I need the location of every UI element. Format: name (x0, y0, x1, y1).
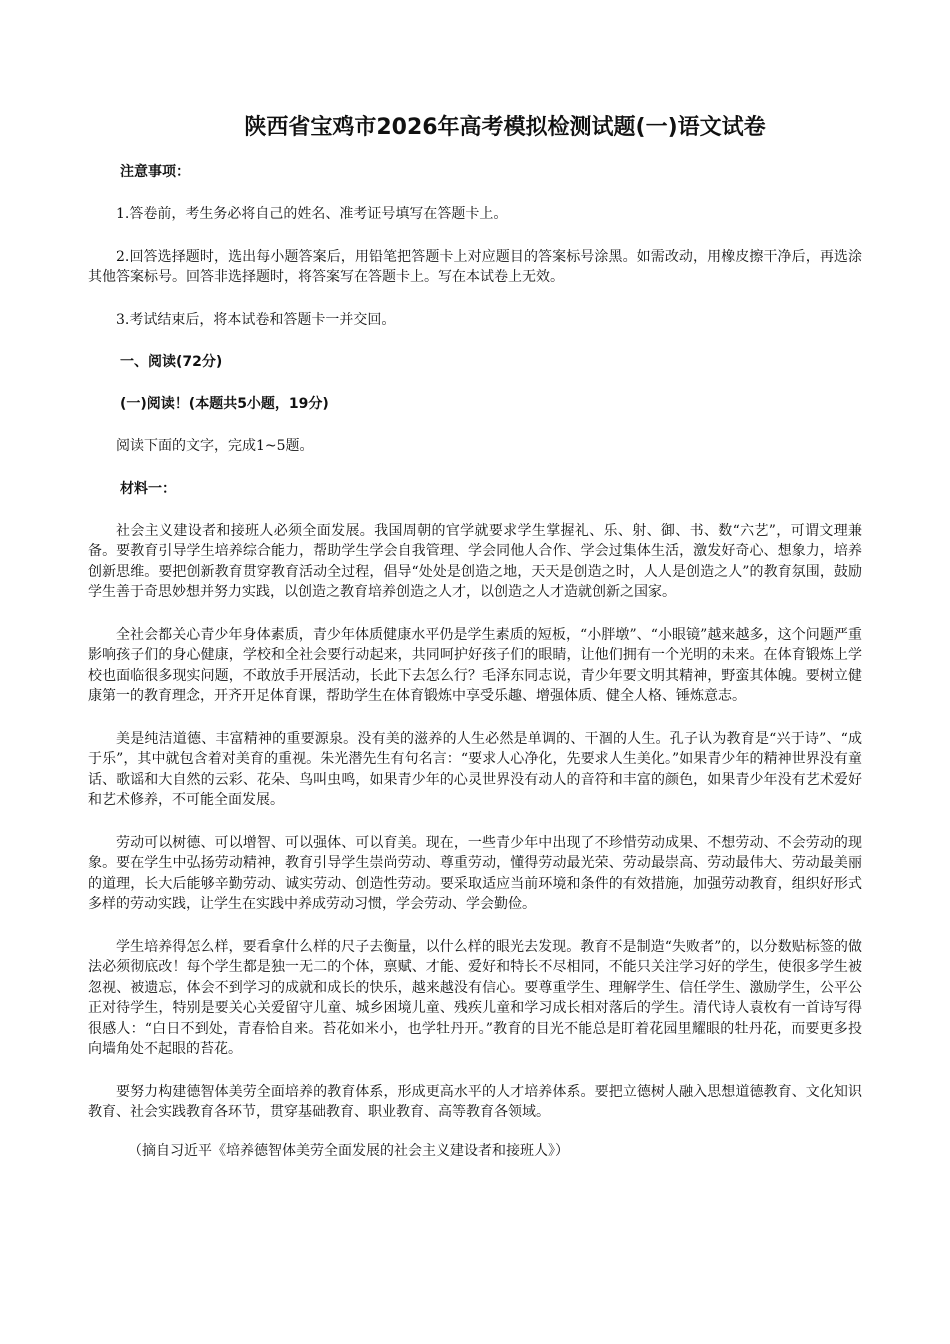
notice-item-3: 3.考试结束后，将本试卷和答题卡一并交回。 (116, 311, 396, 328)
reading-instruction: 阅读下面的文字，完成1~5题。 (116, 438, 314, 454)
notice-item-2: 2.回答选择题时，选出每小题答案后，用铅笔把答题卡上对应题目的答案标号涂黑。如需改动，用橡皮擦干净后，再选涂其他答案标号。回答非选择题时，将答案写在答题卡上。写在本试卷上无效。 (88, 248, 862, 285)
material-paragraph-1: 社会主义建设者和接班人必须全面发展。我国周朝的官学就要求学生掌握礼、乐、射、御、书、数“六艺”，可谓文理兼备。要教育引导学生培养综合能力，帮助学生学会自我管理、学会同他人合作、学会过集体生活，激发好奇心、想象力，培养创新思维。要把创新教育贯穿教育活动全过程，倡导“处处是创造之地，天天是创造之时，人人是创造之人”的教育氛围，鼓励学生善于奇思妙想并努力实践，以创造之教育培养创造之人才，以创造之人才造就创新之国家。 (88, 522, 862, 600)
material-paragraph-6: 要努力构建德智体美劳全面培养的教育体系，形成更高水平的人才培养体系。要把立德树人融入思想道德教育、文化知识教育、社会实践教育各环节，贯穿基础教育、职业教育、高等教育各领域。 (88, 1083, 862, 1120)
material-source: （摘自习近平《培养德智体美劳全面发展的社会主义建设者和接班人》） (128, 1142, 569, 1159)
notice-heading: 注意事项： (120, 164, 190, 180)
section-heading: 一、阅读(72分) (120, 354, 223, 370)
subsection-heading: (一)阅读！(本题共5小题，19分) (120, 396, 329, 412)
page-title: 陕西省宝鸡市2026年高考模拟检测试题(一)语文试卷 (244, 115, 766, 140)
material-paragraph-4: 劳动可以树德、可以增智、可以强体、可以育美。现在，一些青少年中出现了不珍惜劳动成果、不想劳动、不会劳动的现象。要在学生中弘扬劳动精神，教育引导学生崇尚劳动、尊重劳动，懂得劳动最光荣、劳动最崇高、劳动最伟大、劳动最美丽的道理，长大后能够辛勤劳动、诚实劳动、创造性劳动。要采取适应当前环境和条件的有效措施，加强劳动教育，组织好形式多样的劳动实践，让学生在实践中养成劳动习惯，学会劳动、学会勤俭。 (88, 834, 862, 912)
material-paragraph-3: 美是纯洁道德、丰富精神的重要源泉。没有美的滋养的人生必然是单调的、干涸的人生。孔子认为教育是“兴于诗”、“成于乐”，其中就包含着对美育的重视。朱光潜先生有句名言：“要求人心净化，先要求人生美化。”如果青少年的精神世界没有童话、歌谣和大自然的云彩、花朵、鸟叫虫鸣，如果青少年的心灵世界没有动人的音符和丰富的颜色，如果青少年没有艺术爱好和艺术修养，不可能全面发展。 (88, 730, 862, 808)
material-heading: 材料一： (120, 480, 176, 497)
material-paragraph-5: 学生培养得怎么样，要看拿什么样的尺子去衡量，以什么样的眼光去发现。教育不是制造“失败者”的，以分数贴标签的做法必须彻底改！每个学生都是独一无二的个体，禀赋、才能、爱好和特长不尽相同，不能只关注学习好的学生，使很多学生被忽视、被遗忘，体会不到学习的成就和成长的快乐，越来越没有信心。要尊重学生、理解学生、信任学生、激励学生，公平公正对待学生，特别是要关心关爱留守儿童、城乡困境儿童、残疾儿童和学习成长相对落后的学生。清代诗人袁枚有一首诗写得很感人：“白日不到处，青春恰自来。苔花如米小，也学牡丹开。”教育的目光不能总是盯着花园里耀眼的牡丹花，而要更多投向墙角处不起眼的苔花。 (88, 938, 862, 1057)
notice-item-1: 1.答卷前，考生务必将自己的姓名、准考证号填写在答题卡上。 (116, 206, 508, 222)
material-paragraph-2: 全社会都关心青少年身体素质，青少年体质健康水平仍是学生素质的短板，“小胖墩”、“小眼镜”越来越多，这个问题严重影响孩子们的身心健康，学校和全社会要行动起来，共同呵护好孩子们的眼睛，让他们拥有一个光明的未来。在体育锻炼上学校也面临很多现实问题，不敢放手开展活动，长此下去怎么行？毛泽东同志说，青少年要文明其精神，野蛮其体魄。要树立健康第一的教育理念，开齐开足体育课，帮助学生在体育锻炼中享受乐趣、增强体质、健全人格、锤炼意志。 (88, 626, 862, 704)
